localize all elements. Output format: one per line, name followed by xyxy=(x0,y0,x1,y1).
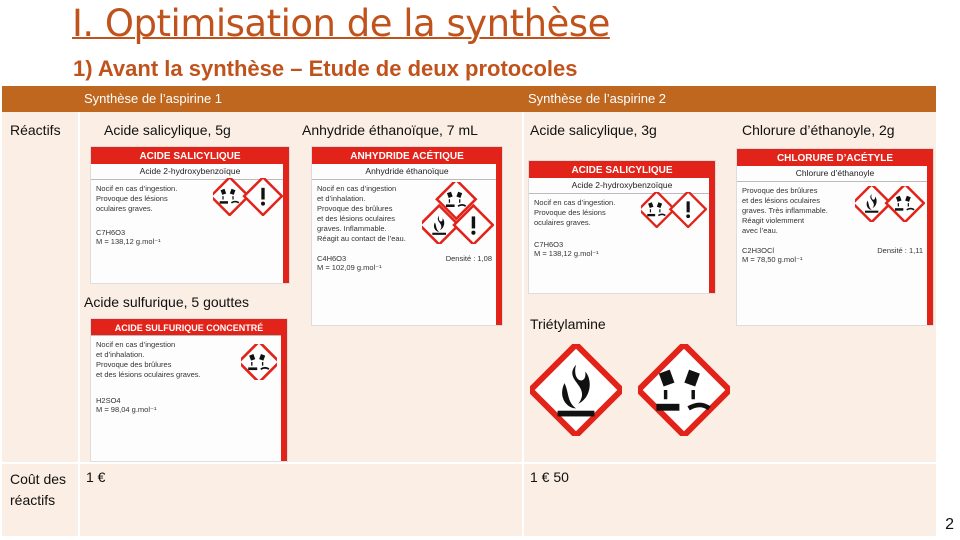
label-line: Nocif en cas d’ingestion xyxy=(96,340,176,349)
label-formula: C4H6O3 xyxy=(317,254,347,263)
slide-title: I. Optimisation de la synthèse xyxy=(72,2,610,45)
label-title: ACIDE SULFURIQUE CONCENTRÉ xyxy=(91,319,287,335)
exclamation-icon xyxy=(244,178,282,215)
cost-protocol-2: 1 € 50 xyxy=(530,469,569,485)
label-density: Densité : 1,11 xyxy=(877,246,923,255)
label-line: Nocif en cas d’ingestion xyxy=(317,184,397,193)
header-protocol-1: Synthèse de l’aspirine 1 xyxy=(84,91,223,106)
label-title: CHLORURE D’ACÉTYLE xyxy=(737,149,933,166)
label-line: Provoque des lésions xyxy=(96,194,168,203)
label-mass: M = 98,04 g.mol⁻¹ xyxy=(96,405,157,414)
cost-protocol-1: 1 € xyxy=(86,469,106,485)
corrosion-icon xyxy=(638,344,730,436)
label-line: et d’inhalation. xyxy=(96,350,145,359)
label-line: Réagit au contact de l’eau. xyxy=(317,234,406,243)
reagent-sulfurique: Acide sulfurique, 5 gouttes xyxy=(84,294,249,310)
label-title: ACIDE SALICYLIQUE xyxy=(529,161,715,178)
label-line: et des lésions oculaires graves. xyxy=(96,370,201,379)
reagent-salicylique-2: Acide salicylique, 3g xyxy=(530,122,657,138)
product-label-chlorure xyxy=(736,148,934,326)
product-label-sulfurique xyxy=(90,318,288,462)
label-subtitle: Acide 2-hydroxybenzoïque xyxy=(91,164,289,180)
product-label-anhydride xyxy=(311,146,503,326)
label-mass: M = 138,12 g.mol⁻¹ xyxy=(534,249,599,258)
reagent-salicylique-1: Acide salicylique, 5g xyxy=(104,122,231,138)
label-line: Nocif en cas d’ingestion. xyxy=(534,198,616,207)
slide-subtitle: 1) Avant la synthèse – Etude de deux protocoles xyxy=(73,56,578,81)
header-protocol-2: Synthèse de l’aspirine 2 xyxy=(528,91,667,106)
label-line: Provoque des brûlures xyxy=(742,186,818,195)
label-mass: M = 102,09 g.mol⁻¹ xyxy=(317,263,382,272)
flame-icon xyxy=(530,344,622,436)
row-label-reactifs: Réactifs xyxy=(10,122,61,138)
label-line: et des lésions oculaires xyxy=(317,214,395,223)
hazard-pictograms xyxy=(641,192,707,228)
label-line: et des lésions oculaires xyxy=(742,196,820,205)
label-line: graves. Inflammable. xyxy=(317,224,387,233)
label-line: Réagit violemment xyxy=(742,216,805,225)
table-divider xyxy=(522,112,524,536)
label-formula: H2SO4 xyxy=(96,396,121,405)
hazard-pictograms xyxy=(855,186,925,222)
label-title: ACIDE SALICYLIQUE xyxy=(91,147,289,164)
table-divider xyxy=(2,462,936,464)
table-divider xyxy=(78,112,80,536)
label-line: et d’inhalation. xyxy=(317,194,366,203)
label-title: ANHYDRIDE ACÉTIQUE xyxy=(312,147,502,164)
label-mass: M = 78,50 g.mol⁻¹ xyxy=(742,255,803,264)
label-line: Provoque des brûlures xyxy=(317,204,393,213)
page-number: 2 xyxy=(945,516,954,533)
label-mass: M = 138,12 g.mol⁻¹ xyxy=(96,237,161,246)
label-line: graves. Très inflammable. xyxy=(742,206,828,215)
hazard-pictograms xyxy=(213,178,283,216)
product-label-salicylique-2 xyxy=(528,160,716,294)
label-formula: C2H3OCl xyxy=(742,246,775,255)
exclamation-icon xyxy=(670,192,706,227)
flame-icon xyxy=(855,186,891,222)
row-label-cout: Coût des réactifs xyxy=(10,471,67,508)
label-density: Densité : 1,08 xyxy=(445,254,492,263)
label-subtitle: Chlorure d’éthanoyle xyxy=(737,166,933,182)
label-subtitle: Anhydride éthanoïque xyxy=(312,164,502,180)
reagent-triethylamine: Triétylamine xyxy=(530,316,606,332)
corrosion-icon xyxy=(241,344,277,380)
label-line: oculaires graves. xyxy=(534,218,591,227)
label-line: Provoque des brûlures xyxy=(96,360,172,369)
reagent-anhydride: Anhydride éthanoïque, 7 mL xyxy=(302,122,478,138)
label-subtitle: Acide 2-hydroxybenzoïque xyxy=(529,178,715,194)
product-label-salicylique xyxy=(90,146,290,284)
label-line: Nocif en cas d’ingestion. xyxy=(96,184,178,193)
reagent-chlorure: Chlorure d’éthanoyle, 2g xyxy=(742,122,895,138)
label-formula: C7H6O3 xyxy=(534,240,564,249)
label-line: oculaires graves. xyxy=(96,204,153,213)
corrosion-icon xyxy=(886,186,924,222)
label-formula: C7H6O3 xyxy=(96,228,126,237)
label-line: Provoque des lésions xyxy=(534,208,606,217)
hazard-pictograms xyxy=(422,182,494,244)
label-line: avec l’eau. xyxy=(742,226,778,235)
